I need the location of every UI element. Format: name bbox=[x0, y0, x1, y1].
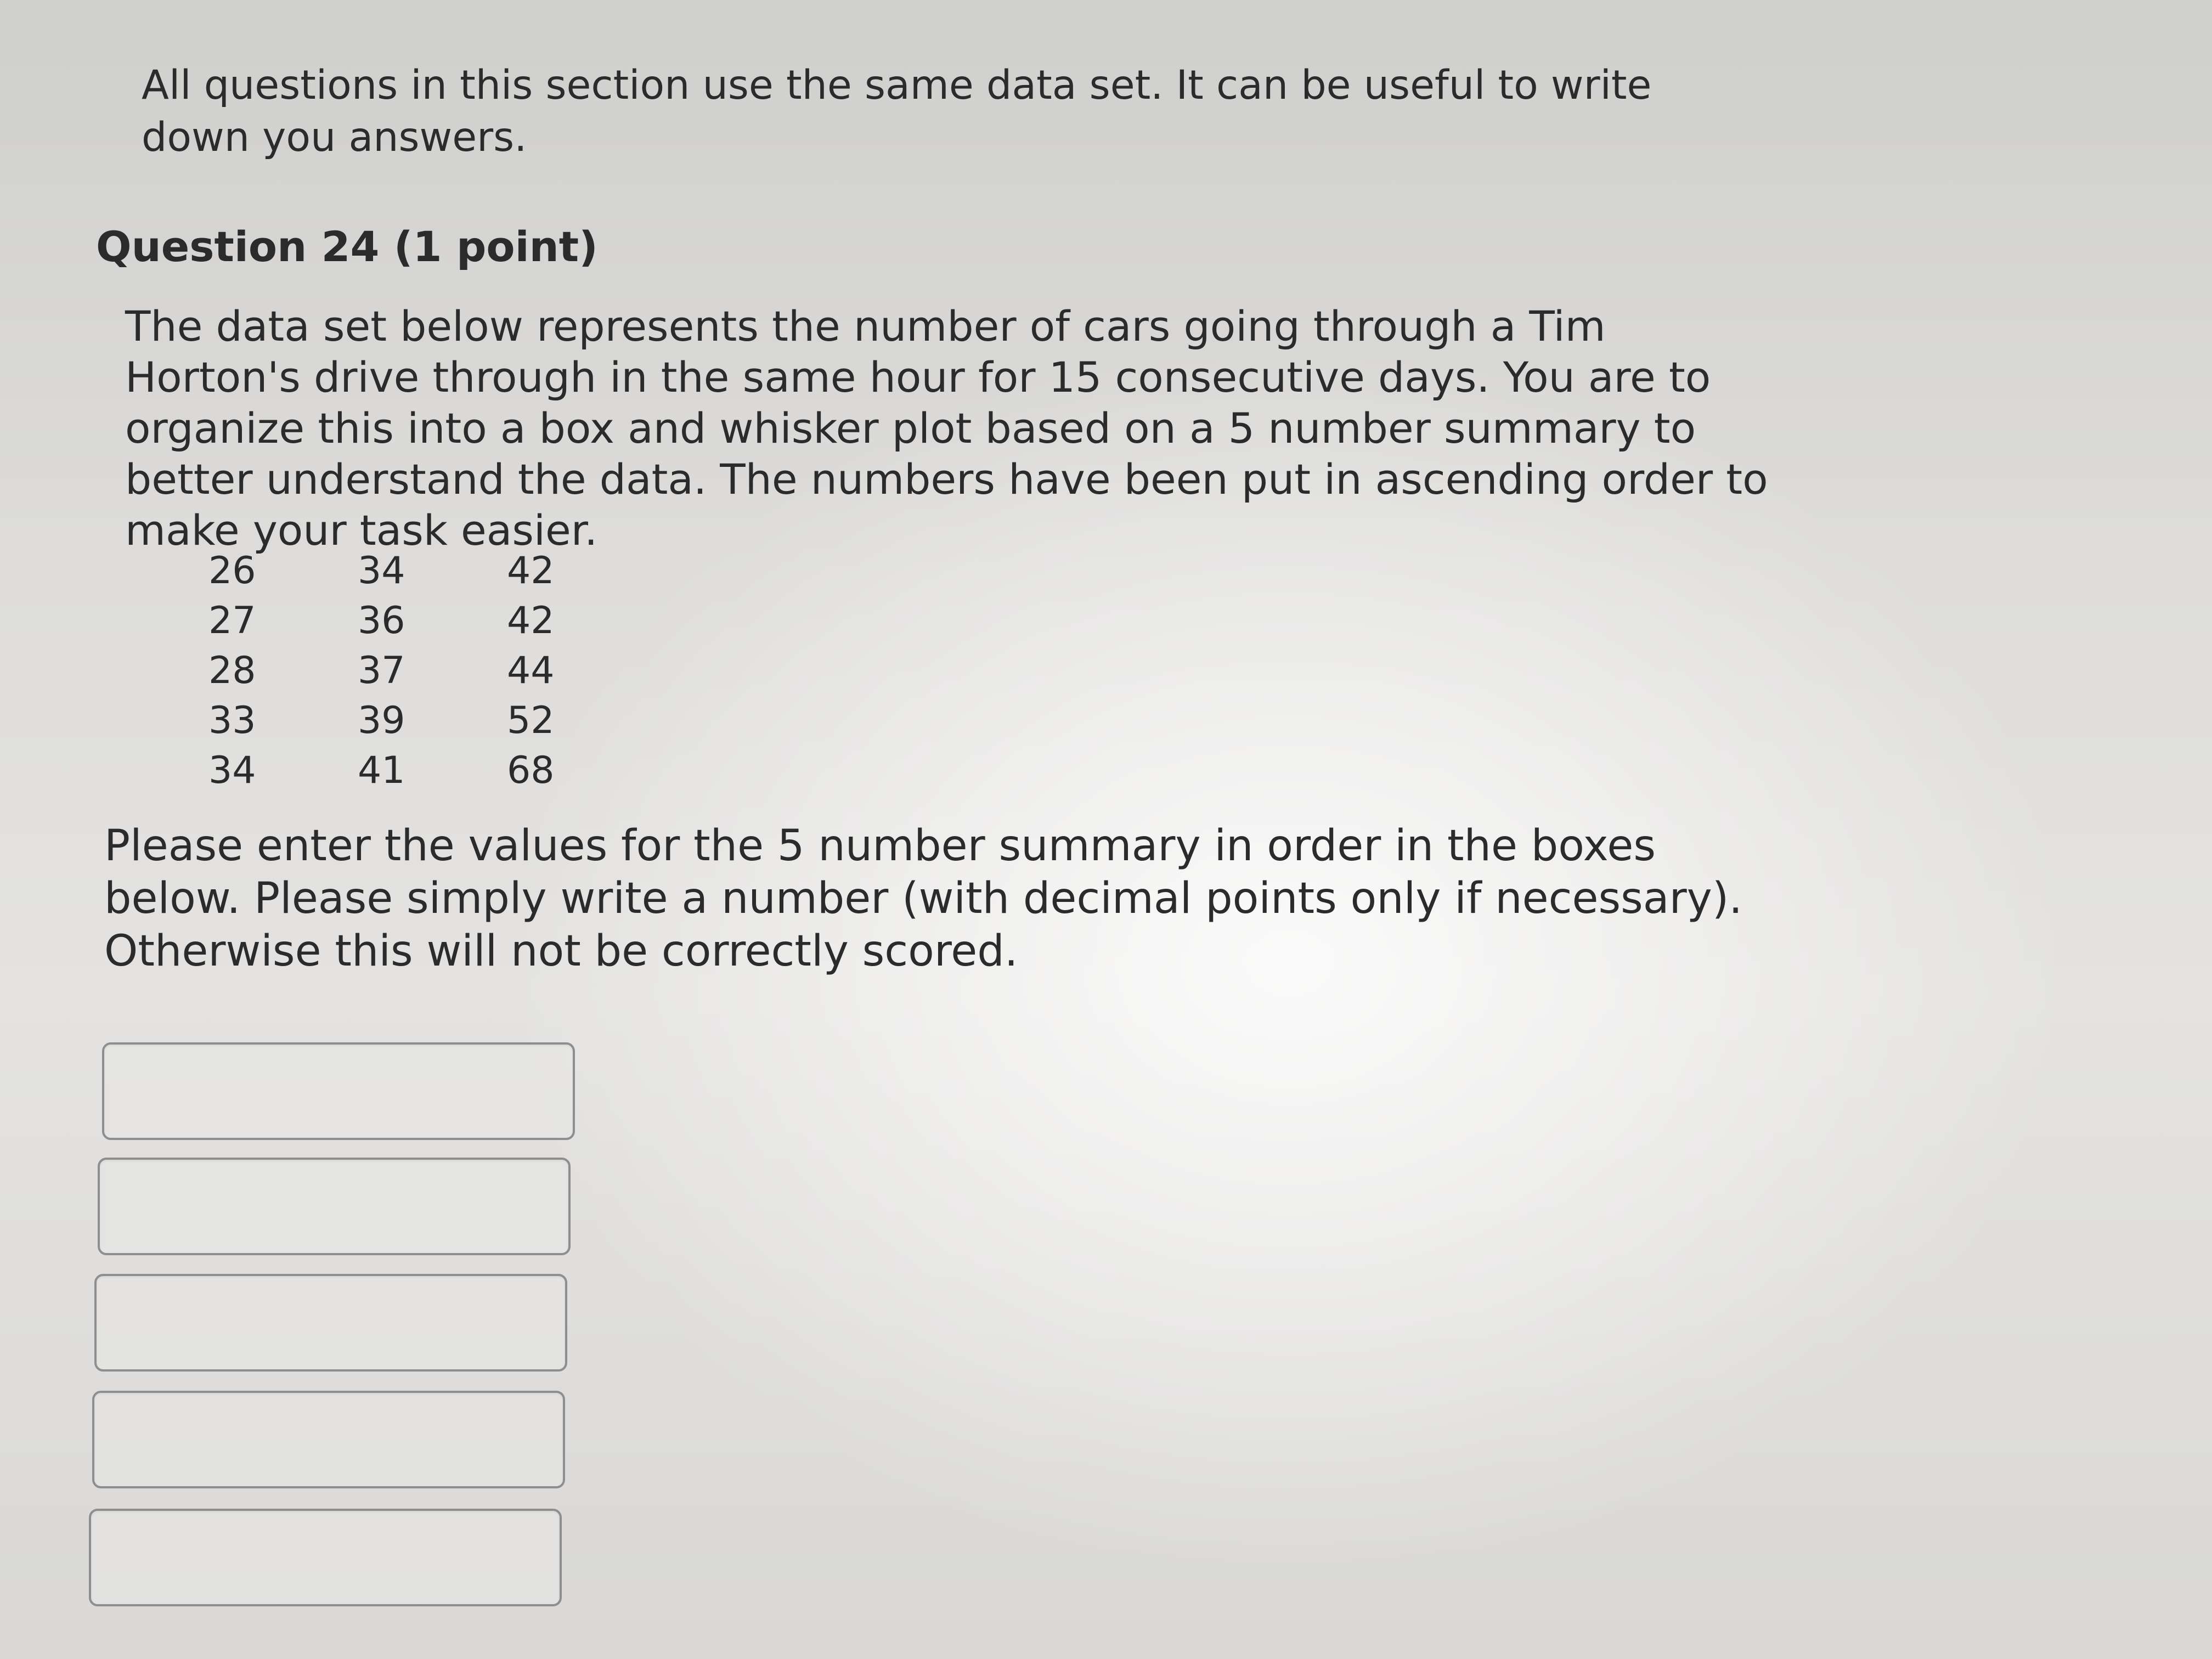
question-body: The data set below represents the number of cars going through a Tim Horton's drive through in the same hour for 15 consecutive days. You are to organize this into a box and whisker plot based on a 5 number summary to better understand the data. The numbers have been put in ascending order to make your task easier. bbox=[125, 302, 1768, 555]
data-value: 34 bbox=[208, 749, 256, 792]
question-points: (1 point) bbox=[393, 222, 598, 271]
data-value: 37 bbox=[358, 649, 405, 692]
data-value: 52 bbox=[507, 699, 555, 742]
data-value: 27 bbox=[208, 599, 256, 642]
data-value: 44 bbox=[507, 649, 555, 692]
question-title: Question 24 bbox=[96, 222, 380, 271]
table-row bbox=[208, 696, 656, 746]
table-row bbox=[208, 546, 656, 596]
table-row bbox=[208, 646, 656, 696]
data-value: 39 bbox=[358, 699, 405, 742]
data-value: 36 bbox=[358, 599, 405, 642]
data-value: 26 bbox=[208, 549, 256, 592]
answer-input-1[interactable] bbox=[102, 1042, 575, 1140]
answer-instructions: Please enter the values for the 5 number summary in order in the boxes below. Please simply write a number (with decimal points only if necessary). Otherwise this will not be correctly scored. bbox=[104, 821, 1743, 976]
data-value: 33 bbox=[208, 699, 256, 742]
table-row bbox=[208, 746, 656, 795]
data-value: 42 bbox=[507, 549, 555, 592]
data-set-table bbox=[208, 546, 656, 795]
answer-input-2[interactable] bbox=[98, 1158, 571, 1255]
section-intro: All questions in this section use the same data set. It can be useful to write down you answers. bbox=[142, 62, 1652, 161]
data-value: 34 bbox=[358, 549, 405, 592]
table-row bbox=[208, 596, 656, 646]
data-value: 42 bbox=[507, 599, 555, 642]
data-value: 68 bbox=[507, 749, 555, 792]
data-value: 28 bbox=[208, 649, 256, 692]
data-value: 41 bbox=[358, 749, 405, 792]
question-heading bbox=[96, 219, 598, 274]
answer-input-3[interactable] bbox=[94, 1274, 567, 1372]
answer-input-4[interactable] bbox=[92, 1391, 565, 1488]
answer-input-5[interactable] bbox=[89, 1509, 562, 1606]
